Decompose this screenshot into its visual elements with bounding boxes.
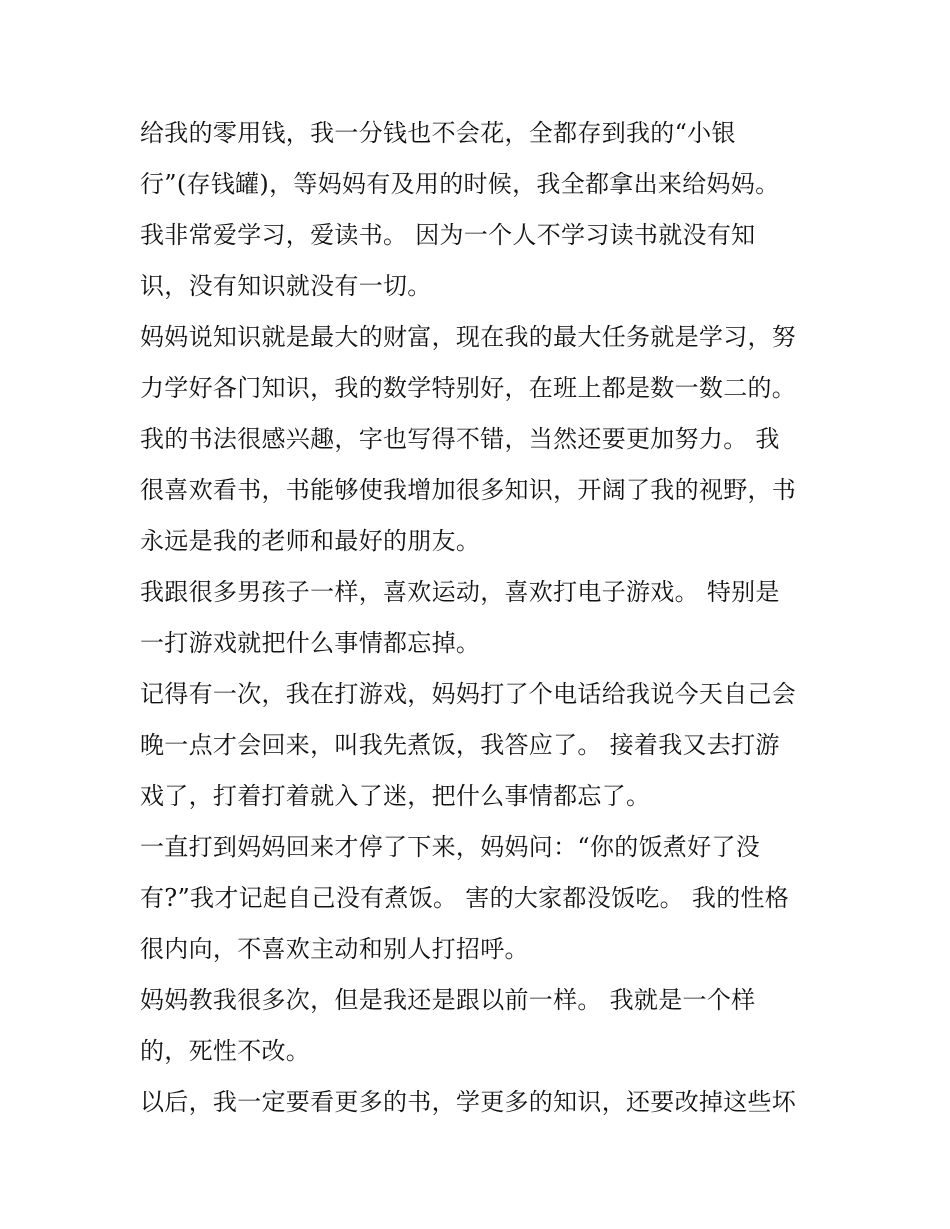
text-line: 力学好各门知识，我的数学特别好，在班上都是数一数二的。	[140, 374, 797, 402]
text-line: 一打游戏就把什么事情都忘掉。	[140, 629, 481, 657]
text-line: 我非常爱学习，爱读书。 因为一个人不学习读书就没有知	[140, 221, 756, 249]
text-line: 有?”我才记起自己没有煮饭。 害的大家都没饭吃。 我的性格	[140, 884, 790, 912]
essay-text	[140, 108, 830, 1128]
text-line: 很内向，不喜欢主动和别人打招呼。	[140, 935, 529, 963]
text-line: 很喜欢看书，书能够使我增加很多知识，开阔了我的视野，书	[140, 476, 797, 504]
text-line: 我跟很多男孩子一样，喜欢运动，喜欢打电子游戏。 特别是	[140, 578, 780, 606]
text-line: 行”(存钱罐)，等妈妈有及用的时候，我全都拿出来给妈妈。	[140, 170, 780, 198]
text-line: 妈妈说知识就是最大的财富，现在我的最大任务就是学习，努	[140, 323, 797, 351]
text-line: 永远是我的老师和最好的朋友。	[140, 527, 481, 555]
text-line: 给我的零用钱，我一分钱也不会花，全都存到我的“小银	[140, 119, 736, 147]
text-line: 以后，我一定要看更多的书，学更多的知识，还要改掉这些坏	[140, 1088, 797, 1116]
text-line: 记得有一次，我在打游戏，妈妈打了个电话给我说今天自己会	[140, 680, 797, 708]
text-line: 戏了，打着打着就入了迷，把什么事情都忘了。	[140, 782, 651, 810]
text-line: 一直打到妈妈回来才停了下来，妈妈问：“你的饭煮好了没	[140, 833, 761, 861]
text-line: 的，死性不改。	[140, 1037, 311, 1065]
text-line: 我的书法很感兴趣，字也写得不错，当然还要更加努力。 我	[140, 425, 780, 453]
text-line: 妈妈教我很多次，但是我还是跟以前一样。 我就是一个样	[140, 986, 756, 1014]
text-line: 晚一点才会回来，叫我先煮饭，我答应了。 接着我又去打游	[140, 731, 780, 759]
text-line: 识，没有知识就没有一切。	[140, 272, 432, 300]
